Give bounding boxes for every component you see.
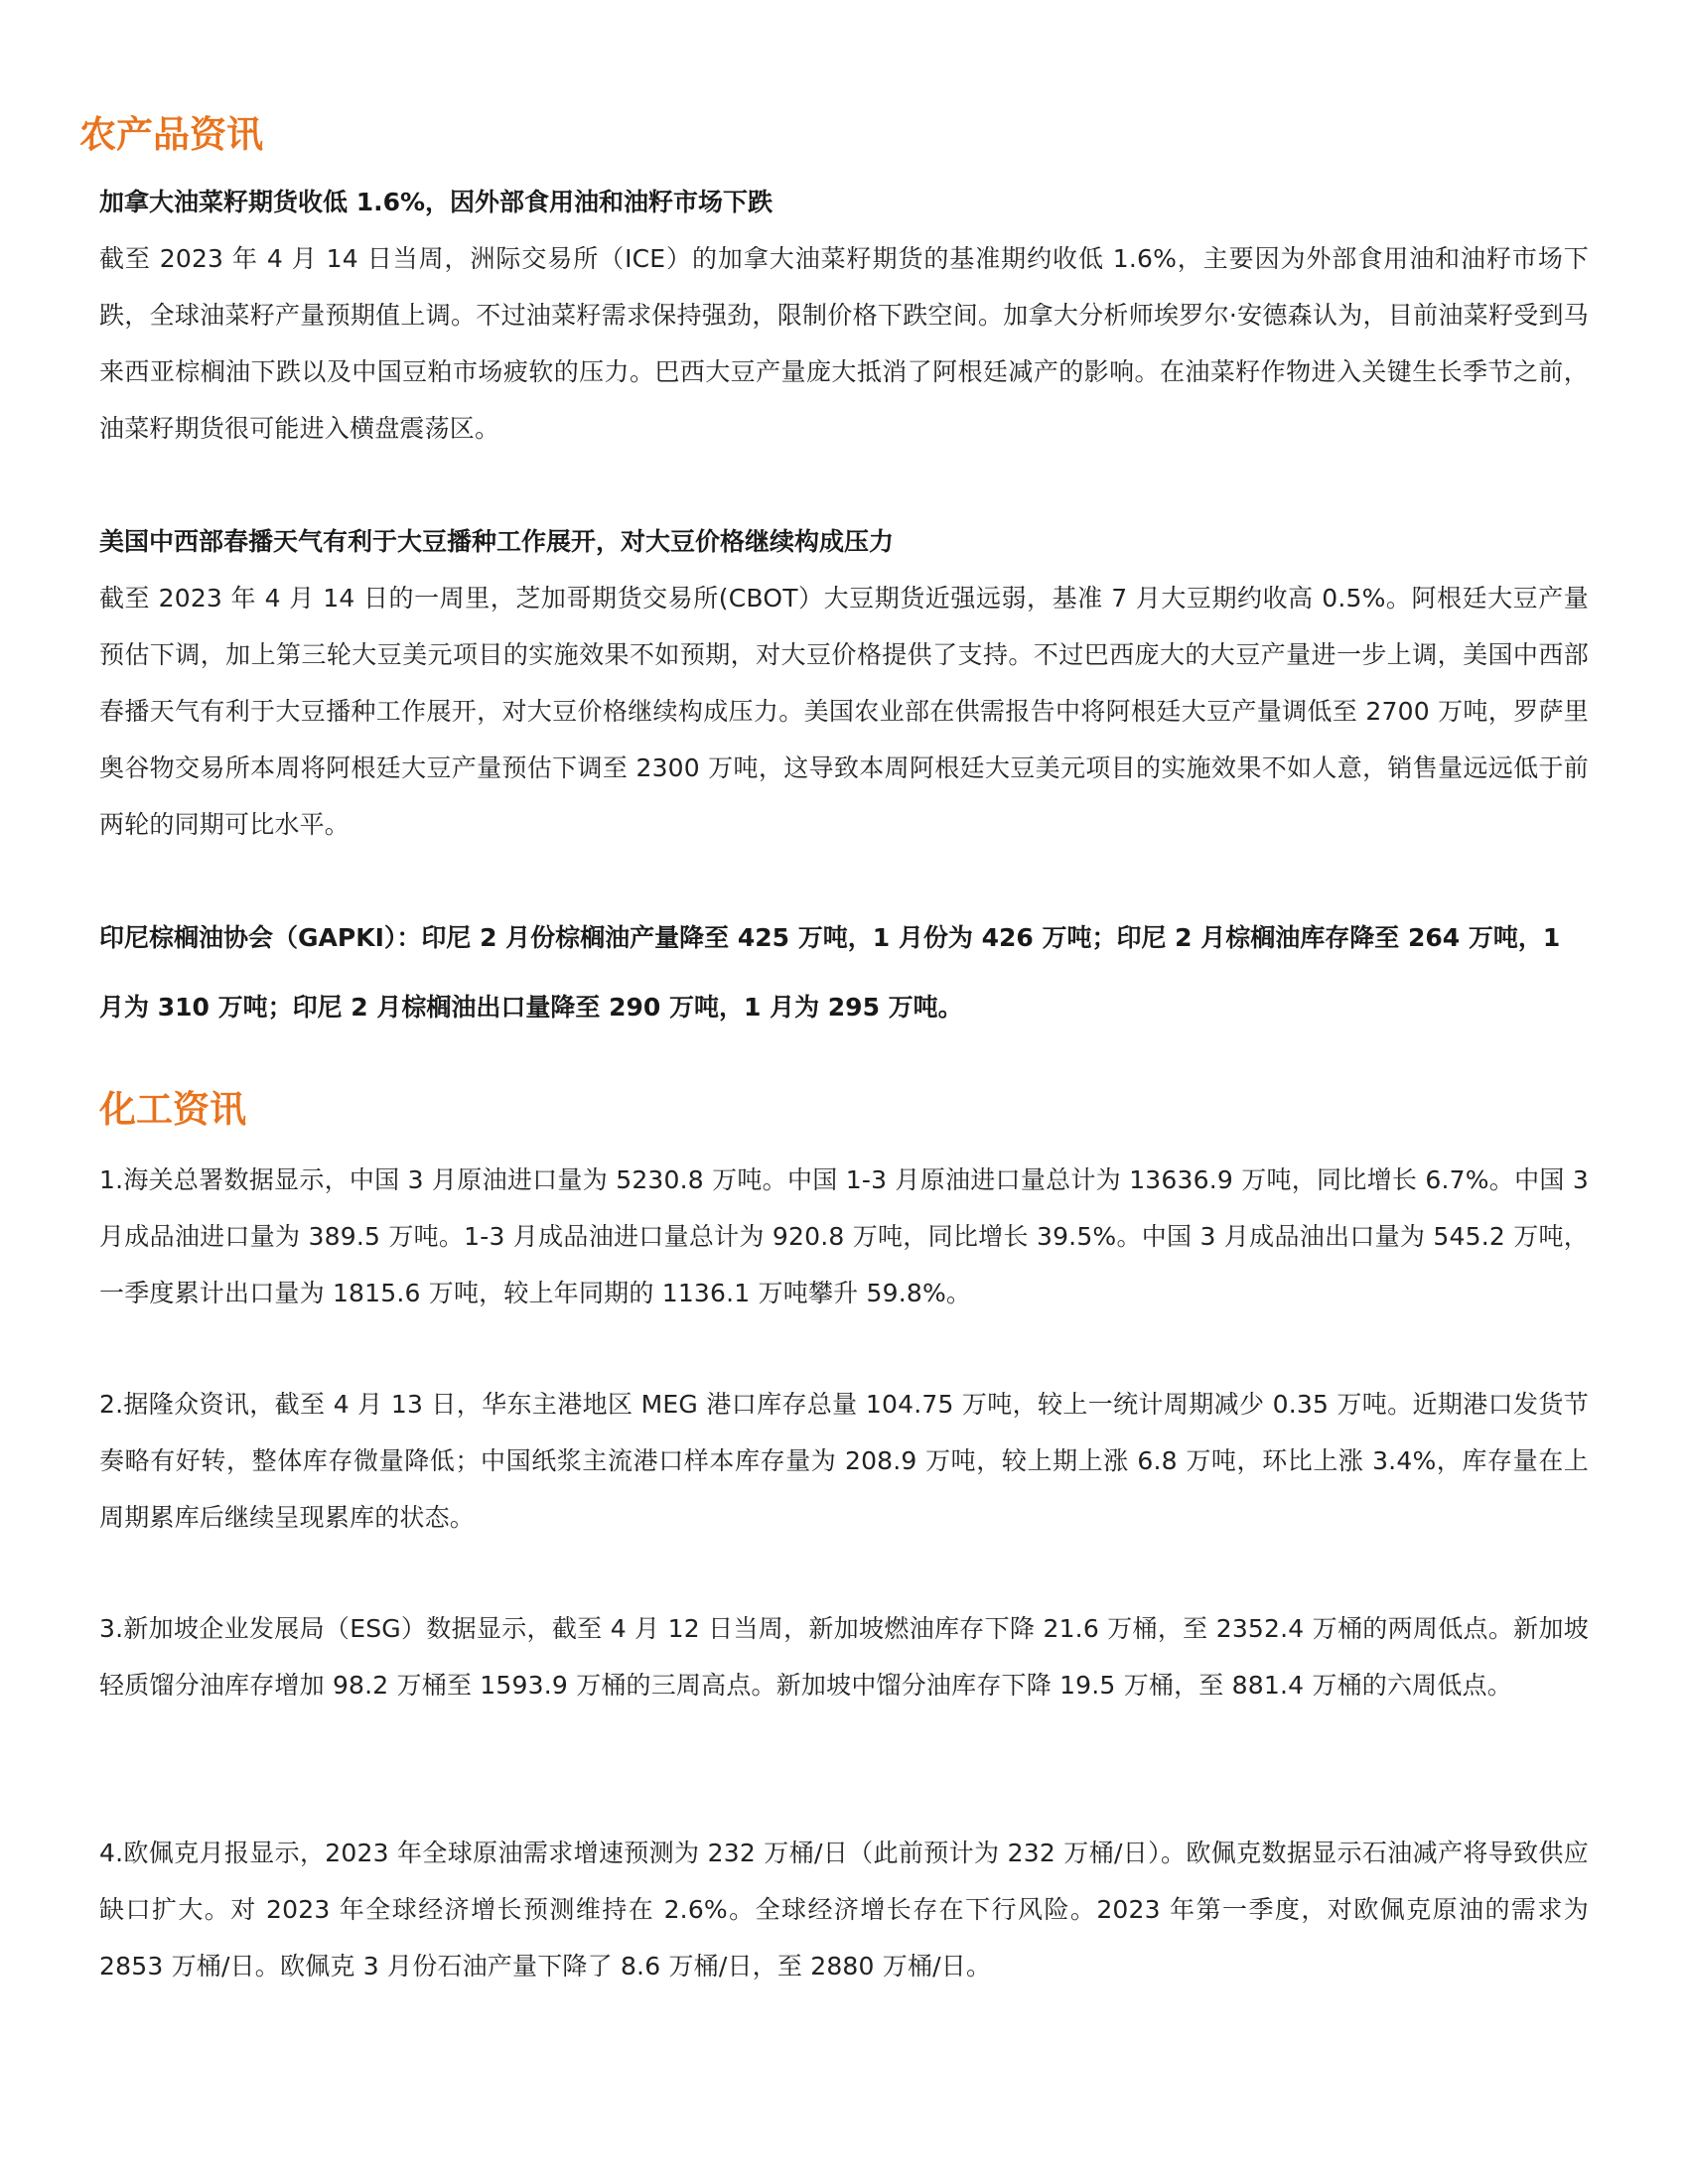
chem-item-text: 4.欧佩克月报显示，2023 年全球原油需求增速预测为 232 万桶/日（此前预计为 232 万桶/日）。欧佩克数据显示石油减产将导致供应缺口扩大。对 2023 年全球经济增长预测维持在 2.6%。全球经济增长存在下行风险。2023 年第一季度，对欧佩克原油的需求为 2853 万桶/日。欧佩克 3 月份石油产量下降了 8.6 万桶/日，至 2880 万桶/日。 (99, 1839, 1589, 1980)
chem-item-2 (99, 1376, 1589, 1546)
chem-item-3 (99, 1600, 1589, 1713)
agri-news-heading: 农产品资讯 (79, 113, 263, 156)
article-palm-oil (99, 903, 1589, 1042)
chem-news-heading: 化工资讯 (99, 1088, 246, 1131)
article-body: 截至 2023 年 4 月 14 日当周，洲际交易所（ICE）的加拿大油菜籽期货的基准期约收低 1.6%，主要因为外部食用油和油籽市场下跌，全球油菜籽产量预期值上调。不过油菜籽需求保持强劲，限制价格下跌空间。加拿大分析师埃罗尔·安德森认为，目前油菜籽受到马来西亚棕榈油下跌以及中国豆粕市场疲软的压力。巴西大豆产量庞大抵消了阿根廷减产的影响。在油菜籽作物进入关键生长季节之前，油菜籽期货很可能进入横盘震荡区。 (99, 244, 1589, 443)
article-soybean (99, 514, 1589, 853)
palm-oil-summary: 印尼棕榈油协会（GAPKI）：印尼 2 月份棕榈油产量降至 425 万吨，1 月份为 426 万吨；印尼 2 月棕榈油库存降至 264 万吨，1 月为 310 万吨；印尼 2 月棕榈油出口量降至 290 万吨，1 月为 295 万吨。 (99, 923, 1561, 1022)
article-title: 美国中西部春播天气有利于大豆播种工作展开，对大豆价格继续构成压力 (99, 527, 895, 556)
chem-item-1 (99, 1152, 1589, 1321)
article-canola (99, 175, 1589, 457)
article-body: 截至 2023 年 4 月 14 日的一周里，芝加哥期货交易所(CBOT）大豆期货近强远弱，基准 7 月大豆期约收高 0.5%。阿根廷大豆产量预估下调，加上第三轮大豆美元项目的实施效果不如预期，对大豆价格提供了支持。不过巴西庞大的大豆产量进一步上调，美国中西部春播天气有利于大豆播种工作展开，对大豆价格继续构成压力。美国农业部在供需报告中将阿根廷大豆产量调低至 2700 万吨，罗萨里奥谷物交易所本周将阿根廷大豆产量预估下调至 2300 万吨，这导致本周阿根廷大豆美元项目的实施效果不如人意，销售量远远低于前两轮的同期可比水平。 (99, 584, 1589, 839)
chem-item-4 (99, 1825, 1589, 1994)
chem-item-text: 2.据隆众资讯，截至 4 月 13 日，华东主港地区 MEG 港口库存总量 104.75 万吨，较上一统计周期减少 0.35 万吨。近期港口发货节奏略有好转，整体库存微量降低；中国纸浆主流港口样本库存量为 208.9 万吨，较上期上涨 6.8 万吨，环比上涨 3.4%，库存量在上周期累库后继续呈现累库的状态。 (99, 1390, 1589, 1532)
chem-item-text: 3.新加坡企业发展局（ESG）数据显示，截至 4 月 12 日当周，新加坡燃油库存下降 21.6 万桶，至 2352.4 万桶的两周低点。新加坡轻质馏分油库存增加 98.2 万桶至 1593.9 万桶的三周高点。新加坡中馏分油库存下降 19.5 万桶，至 881.4 万桶的六周低点。 (99, 1614, 1589, 1700)
article-title: 加拿大油菜籽期货收低 1.6%，因外部食用油和油籽市场下跌 (99, 188, 774, 216)
chem-item-text: 1.海关总署数据显示，中国 3 月原油进口量为 5230.8 万吨。中国 1-3 月原油进口量总计为 13636.9 万吨，同比增长 6.7%。中国 3 月成品油进口量为 389.5 万吨。1-3 月成品油进口量总计为 920.8 万吨，同比增长 39.5%。中国 3 月成品油出口量为 545.2 万吨，一季度累计出口量为 1815.6 万吨，较上年同期的 1136.1 万吨攀升 59.8%。 (99, 1165, 1589, 1307)
